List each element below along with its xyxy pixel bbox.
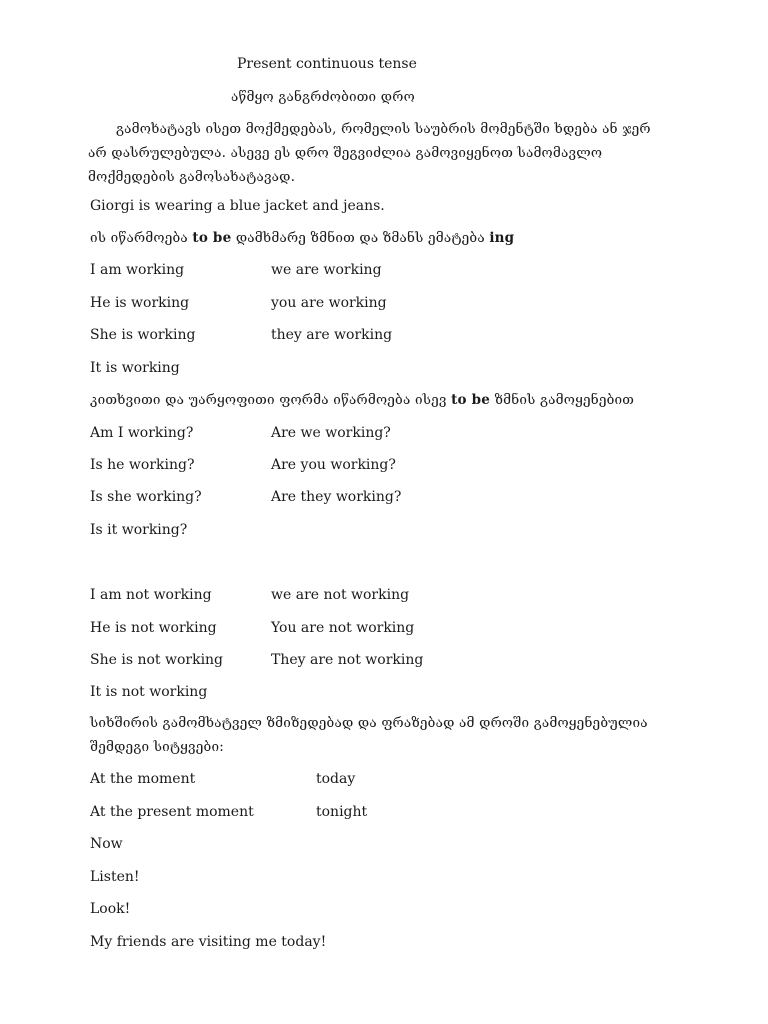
formation-rule-mid: დამხმარე ზმნით და ზმანს ემატება [231, 230, 490, 246]
formation-rule-ing: ing [489, 230, 515, 246]
question-rule [90, 391, 634, 409]
negative-row-2-right: You are not working [271, 620, 415, 636]
question-row-2-left: Is he working? [90, 457, 195, 473]
time-word-row-2-left: At the present moment [90, 804, 254, 820]
affirmative-row-2-right: you are working [271, 295, 387, 311]
affirmative-row-4-left: It is working [90, 360, 180, 376]
time-word-row-1-right: today [316, 771, 356, 787]
page-title: Present continuous tense [237, 56, 417, 72]
example-sentence: Giorgi is wearing a blue jacket and jeans. [90, 198, 385, 214]
formation-rule-pre: ის იწარმოება [90, 230, 193, 246]
intro-paragraph: გამოხატავს ისეთ მოქმედებას, რომელის საუბრის მომენტში ხდება ან ჯერ არ დასრულებულა. ასევე ეს დრო შეგვიძლია გამოვიყენოთ სამომავლო მოქმედების გამოსახატავად. [88, 121, 651, 185]
question-row-1-right: Are we working? [271, 425, 391, 441]
negative-row-4-left: It is not working [90, 684, 208, 700]
affirmative-row-2-left: He is working [90, 295, 190, 311]
time-word-row-5: Look! [90, 901, 131, 917]
page-subtitle: აწმყო განგრძობითი დრო [231, 89, 415, 105]
question-rule-to-be: to be [451, 392, 491, 408]
negative-row-3-right: They are not working [271, 652, 424, 668]
time-word-row-4: Listen! [90, 869, 140, 885]
negative-row-1-right: we are not working [271, 587, 410, 603]
question-row-4-left: Is it working? [90, 522, 188, 538]
question-row-2-right: Are you working? [271, 457, 396, 473]
question-rule-pre: კითხვითი და უარყოფითი ფორმა იწარმოება ისევ [90, 392, 452, 408]
affirmative-row-1-left: I am working [90, 262, 185, 278]
question-row-3-left: Is she working? [90, 489, 202, 505]
time-expressions-intro: სიხშირის გამომხატველ ზმიზედებად და ფრაზებად ამ დროში გამოყენებულია შემდეგი სიტყვები: [90, 715, 648, 755]
time-word-row-2-right: tonight [316, 804, 368, 820]
question-rule-post: ზმნის გამოყენებით [490, 392, 635, 408]
negative-row-1-left: I am not working [90, 587, 212, 603]
negative-row-2-left: He is not working [90, 620, 217, 636]
time-word-row-3: Now [90, 836, 123, 852]
formation-rule-to-be: to be [192, 230, 232, 246]
negative-row-3-left: She is not working [90, 652, 224, 668]
time-word-row-1-left: At the moment [90, 771, 196, 787]
formation-rule [90, 229, 514, 247]
affirmative-row-3-right: they are working [271, 327, 393, 343]
final-example-sentence: My friends are visiting me today! [90, 934, 327, 950]
affirmative-row-1-right: we are working [271, 262, 382, 278]
question-row-1-left: Am I working? [90, 425, 194, 441]
question-row-3-right: Are they working? [271, 489, 402, 505]
affirmative-row-3-left: She is working [90, 327, 196, 343]
